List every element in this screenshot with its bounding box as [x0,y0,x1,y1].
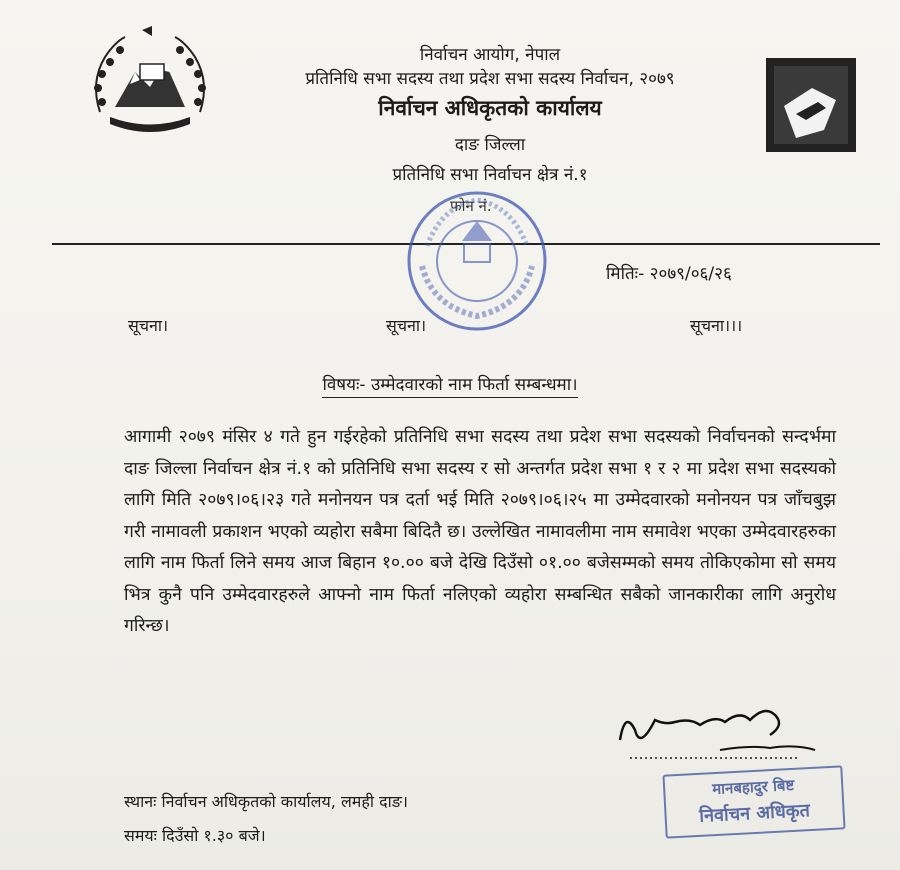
office-title: निर्वाचन अधिकृतको कार्यालय [378,96,602,120]
signature-icon [600,700,840,770]
subject-text: विषयः- उम्मेदवारको नाम फिर्ता सम्बन्धमा। [322,375,577,398]
notice-label-center: सूचना। [386,316,427,335]
footer-time: समयः दिउँसो १.३० बजे। [124,826,266,845]
notice-label-right: सूचना।।। [690,316,743,335]
footer-place: स्थानः निर्वाचन अधिकृतको कार्यालय, लमही दाङ। [124,792,408,811]
notice-body: आगामी २०७९ मंसिर ४ गते हुन गईरहेको प्रतिनिधि सभा सदस्य तथा प्रदेश सभा सदस्यको निर्वाचनको सन्दर्भमा दाङ जिल्ला निर्वाचन क्षेत्र नं.१ को प्रतिनिधि सभा सदस्य र सो अन्तर्गत प्रदेश सभा १ र २ मा प्रदेश सभा सदस्यको लागि मिति २०७९।०६।२३ गते मनोनयन पत्र दर्ता भई मिति २०७९।०६।२५ मा उम्मेदवारको मनोनयन पत्र जाँचबुझ गरी नामावली प्रकाशन भएको व्यहोरा सबैमा बिदितै छ। उल्लेखित नामावलीमा नाम समावेश भएका उम्मेदवारहरुका लागि नाम फिर्ता लिने समय आज बिहान १०.०० बजे देखि दिउँसो ०१.०० बजेसम्मको समय तोकिएकोमा सो समय भित्र कुनै पनि उम्मेदवारहरुले आफ्नो नाम फिर्ता नलिएको व्यहोरा सम्बन्धित सबैको जानकारीका लागि अनुरोध गरिन्छ। [124,427,836,636]
notice-label-left: सूचना। [128,316,169,335]
subject-line [0,372,900,395]
ballot-logo-icon [766,58,856,152]
election-title: प्रतिनिधि सभा सदस्य तथा प्रदेश सभा सदस्य निर्वाचन, २०७९ [305,69,675,89]
officer-name: मानबहादुर बिष्ट [711,775,795,799]
constituency-name: प्रतिनिधि सभा निर्वाचन क्षेत्र नं.१ [392,165,588,185]
commission-name: निर्वाचन आयोग, नेपाल [419,45,561,65]
nepal-emblem-icon [80,22,220,142]
phone-label: फोन नं. [450,197,492,215]
district-name: दाङ जिल्ला [454,135,526,155]
officer-title: निर्वाचन अधिकृत [698,800,811,827]
officer-stamp [662,765,845,838]
notice-date: मितिः- २०७९/०६/२६ [606,264,732,284]
